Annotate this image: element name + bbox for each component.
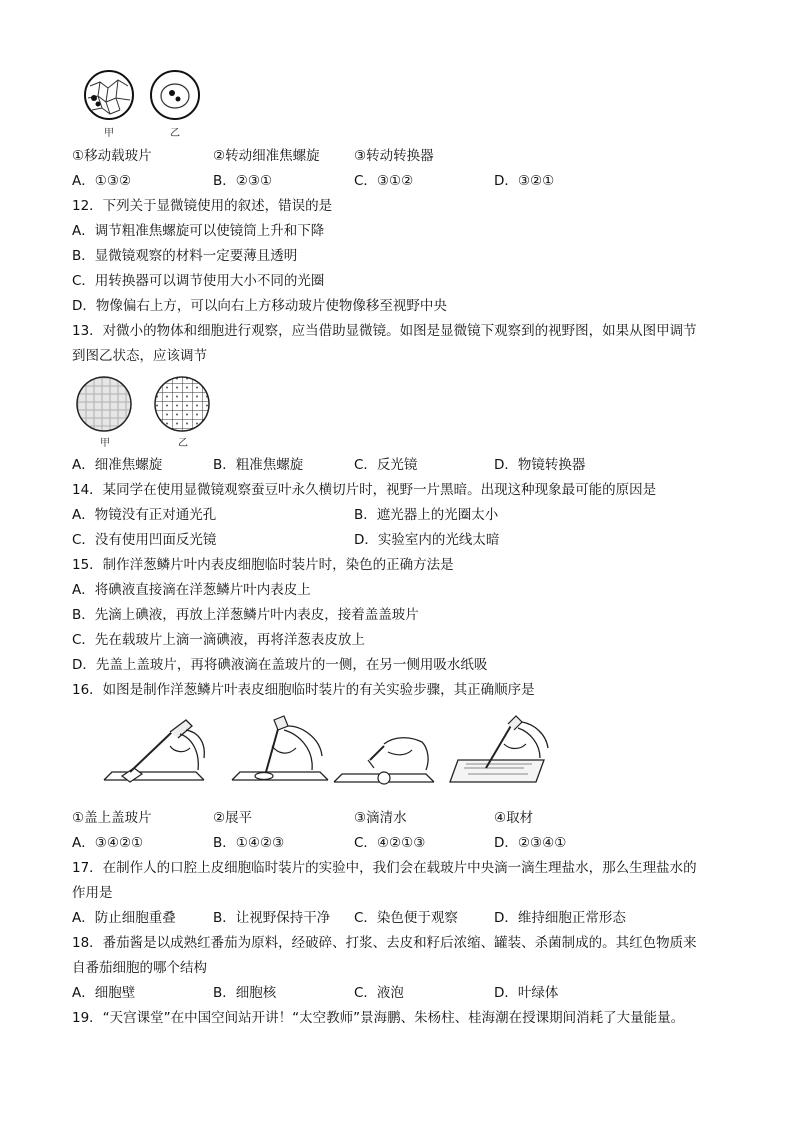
- q16-step-2-figure: [228, 712, 333, 794]
- q11-option-a: A．①③②: [72, 173, 132, 189]
- q18-option-c: C．液泡: [354, 985, 404, 1001]
- q13-option-a: A．细准焦螺旋: [72, 457, 163, 473]
- q14-option-a: A．物镜没有正对通光孔: [72, 507, 217, 523]
- q13-option-c: C．反光镜: [354, 457, 418, 473]
- q16-step-label-2: ②展平: [213, 810, 253, 826]
- q11-label-yi: 乙: [170, 128, 180, 139]
- q15-option-c: C．先在载玻片上滴一滴碘液，再将洋葱表皮放上: [72, 632, 365, 648]
- q11-step-2: ②转动细准焦螺旋: [213, 148, 320, 164]
- q12-stem: 12．下列关于显微镜使用的叙述，错误的是: [72, 198, 333, 214]
- q16-option-b: B．①④②③: [213, 835, 285, 851]
- q11-step-3: ③转动转换器: [354, 148, 434, 164]
- q14-stem: 14．某同学在使用显微镜观察蚕豆叶永久横切片时，视野一片黑暗。出现这种现象最可能的原因是: [72, 482, 657, 498]
- q16-step-1-figure: [100, 712, 210, 794]
- q17-option-d: D．维持细胞正常形态: [494, 910, 626, 926]
- q18-option-a: A．细胞壁: [72, 985, 136, 1001]
- q16-step-label-3: ③滴清水: [354, 810, 407, 826]
- q13-stem-line-1: 13．对微小的物体和细胞进行观察，应当借助显微镜。如图是显微镜下观察到的视野图，如果从图甲调节: [72, 323, 697, 339]
- q13-stem-line-2: 到图乙状态，应该调节: [72, 348, 207, 364]
- q13-field-jia-figure: [74, 374, 134, 434]
- q13-option-d: D．物镜转换器: [494, 457, 586, 473]
- q11-option-d: D．③②①: [494, 173, 555, 189]
- q16-option-a: A．③④②①: [72, 835, 144, 851]
- q13-option-b: B．粗准焦螺旋: [213, 457, 304, 473]
- q16-step-3-figure: [330, 718, 442, 794]
- q11-step-1: ①移动载玻片: [72, 148, 152, 164]
- q17-stem-line-2: 作用是: [72, 885, 113, 901]
- q18-option-d: D．叶绿体: [494, 985, 559, 1001]
- q11-label-jia: 甲: [104, 128, 114, 139]
- q11-field-jia-figure: [82, 68, 136, 122]
- q11-option-c: C．③①②: [354, 173, 414, 189]
- q16-stem: 16．如图是制作洋葱鳞片叶表皮细胞临时装片的有关实验步骤，其正确顺序是: [72, 682, 535, 698]
- q13-label-jia: 甲: [100, 438, 110, 449]
- q15-option-a: A．将碘液直接滴在洋葱鳞片叶内表皮上: [72, 582, 311, 598]
- q16-option-c: C．④②①③: [354, 835, 426, 851]
- q11-field-yi-figure: [148, 68, 202, 122]
- q12-option-a: A．调节粗准焦螺旋可以使镜筒上升和下降: [72, 223, 325, 239]
- q14-option-c: C．没有使用凹面反光镜: [72, 532, 217, 548]
- q17-option-b: B．让视野保持干净: [213, 910, 331, 926]
- q12-option-c: C．用转换器可以调节使用大小不同的光圈: [72, 273, 325, 289]
- q18-stem-line-2: 自番茄细胞的哪个结构: [72, 960, 207, 976]
- q11-option-b: B．②③①: [213, 173, 273, 189]
- q15-option-d: D．先盖上盖玻片，再将碘液滴在盖玻片的一侧，在另一侧用吸水纸吸: [72, 657, 488, 673]
- q17-option-a: A．防止细胞重叠: [72, 910, 176, 926]
- q15-option-b: B．先滴上碘液，再放上洋葱鳞片叶内表皮，接着盖盖玻片: [72, 607, 419, 623]
- q15-stem: 15．制作洋葱鳞片叶内表皮细胞临时装片时，染色的正确方法是: [72, 557, 454, 573]
- q14-option-d: D．实验室内的光线太暗: [354, 532, 500, 548]
- q12-option-d: D．物像偏右上方，可以向右上方移动玻片使物像移至视野中央: [72, 298, 447, 314]
- q13-label-yi: 乙: [178, 438, 188, 449]
- q17-option-c: C．染色便于观察: [354, 910, 458, 926]
- q16-option-d: D．②③④①: [494, 835, 567, 851]
- q12-option-b: B．显微镜观察的材料一定要薄且透明: [72, 248, 298, 264]
- q18-stem-line-1: 18．番茄酱是以成熟红番茄为原料，经破碎、打浆、去皮和籽后浓缩、罐装、杀菌制成的。其红色物质来: [72, 935, 697, 951]
- q16-step-4-figure: [444, 710, 552, 794]
- q17-stem-line-1: 17．在制作人的口腔上皮细胞临时装片的实验中，我们会在载玻片中央滴一滴生理盐水，那么生理盐水的: [72, 860, 697, 876]
- q16-step-label-4: ④取材: [494, 810, 534, 826]
- q14-option-b: B．遮光器上的光圈太小: [354, 507, 499, 523]
- q19-stem: 19．“天宫课堂”在中国空间站开讲！“太空教师”景海鹏、朱杨柱、桂海潮在授课期间消耗了大量能量。: [72, 1010, 685, 1026]
- q13-field-yi-figure: [152, 374, 212, 434]
- q18-option-b: B．细胞核: [213, 985, 277, 1001]
- q16-step-label-1: ①盖上盖玻片: [72, 810, 152, 826]
